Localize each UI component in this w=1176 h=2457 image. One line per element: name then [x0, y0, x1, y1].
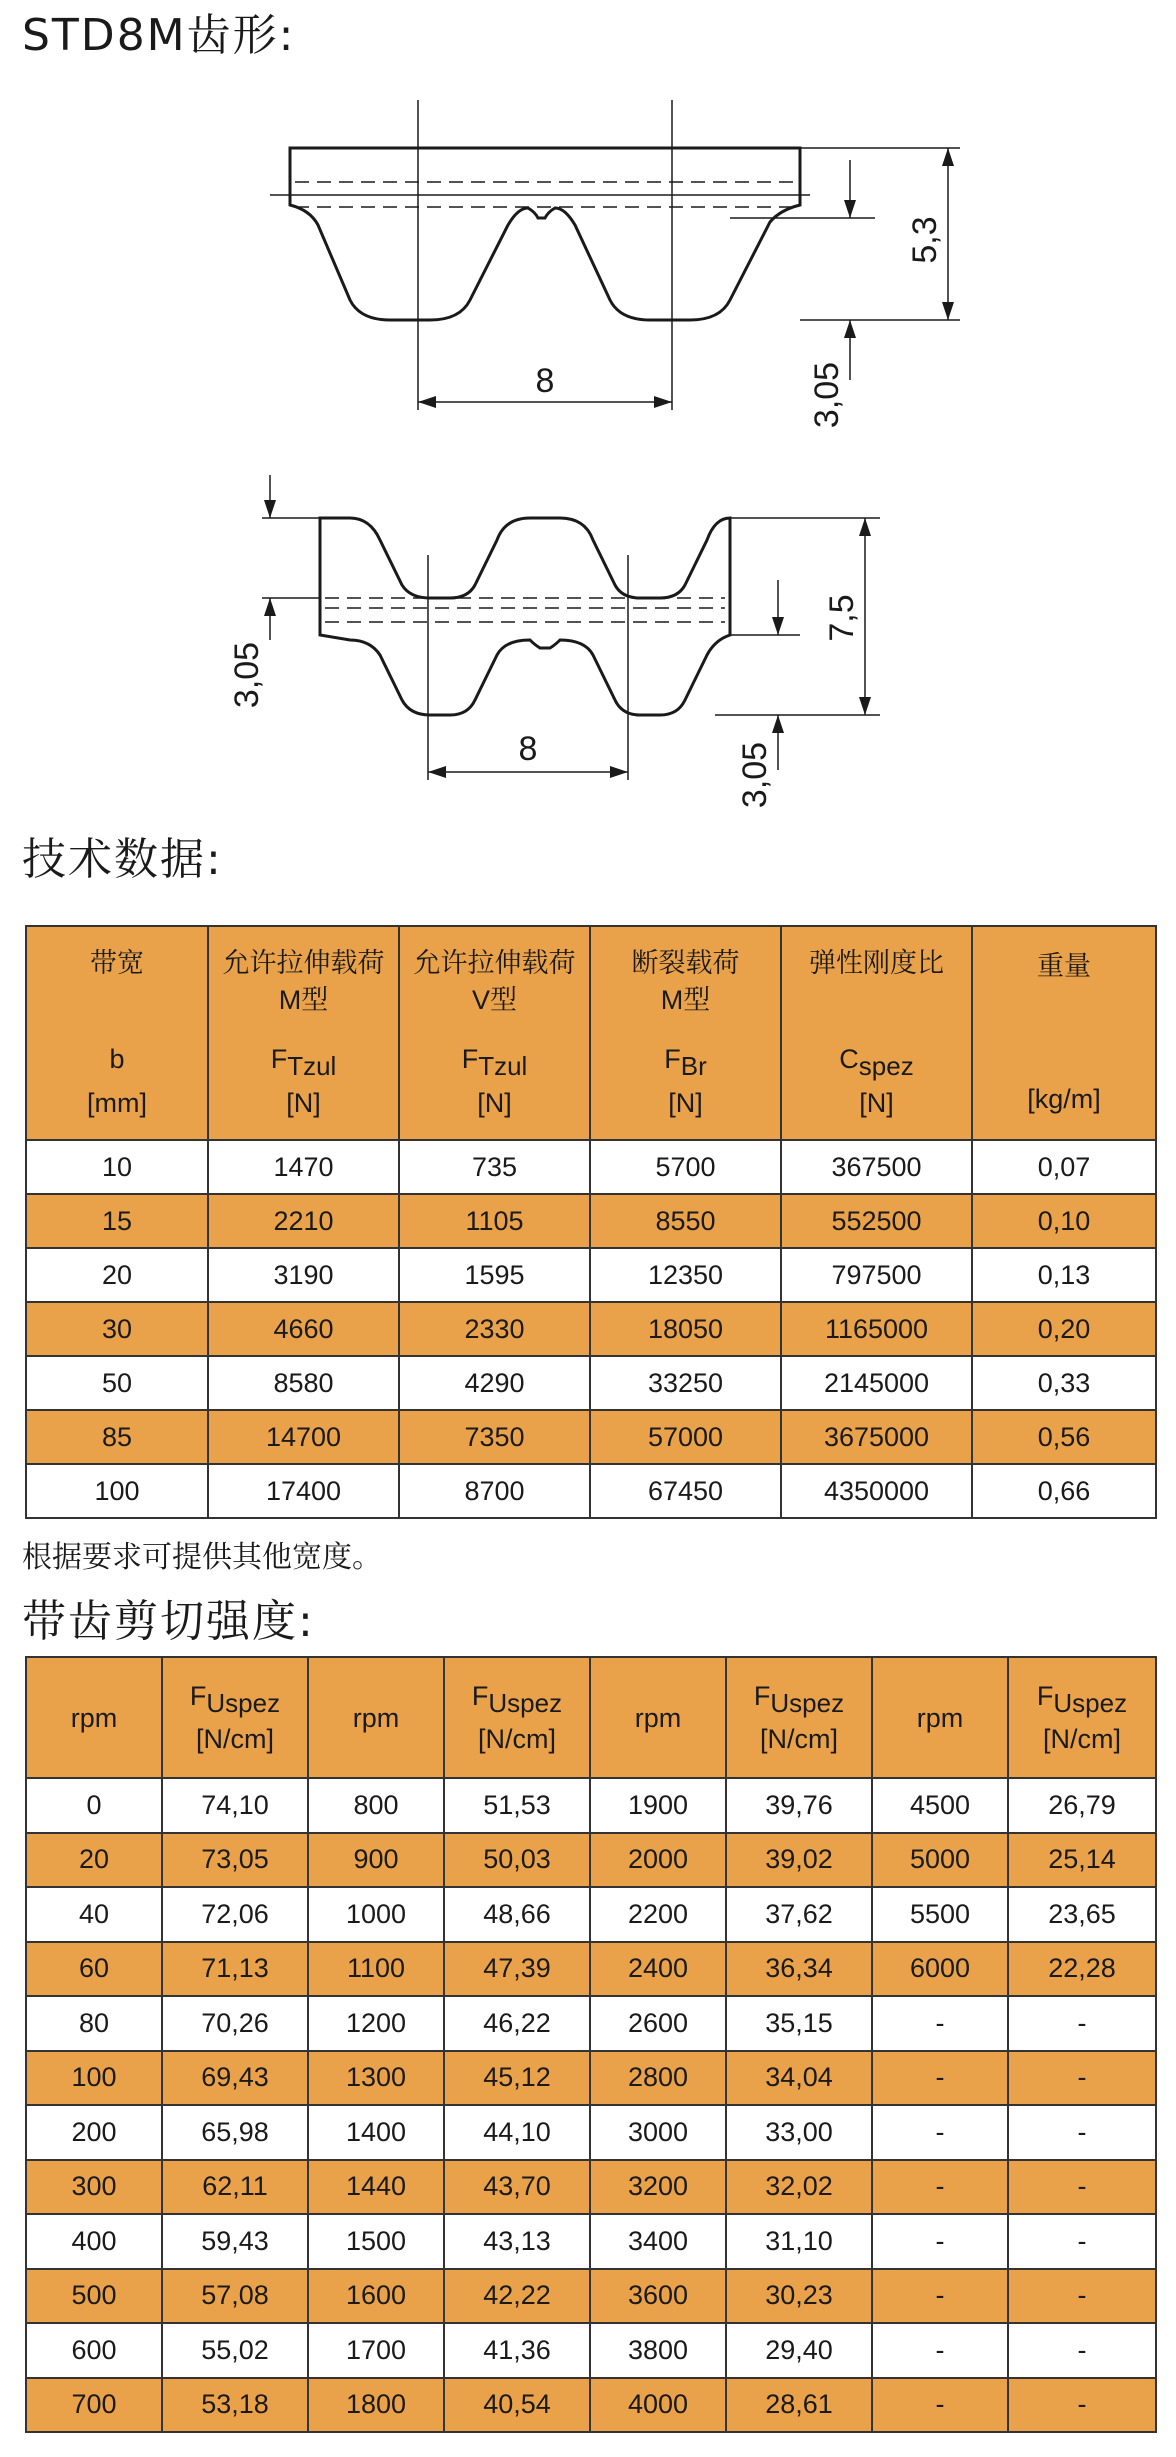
table-row — [26, 2160, 1156, 2215]
table-cell: 31,10 — [726, 2214, 872, 2269]
table-row — [26, 2269, 1156, 2324]
table-cell: 45,12 — [444, 2051, 590, 2106]
table-cell: 33250 — [590, 1356, 781, 1410]
shear-strength-table — [25, 1656, 1157, 2433]
table-cell: 36,34 — [726, 1942, 872, 1997]
table-cell: 2800 — [590, 2051, 726, 2106]
header-symbol-main: rpm — [916, 1702, 964, 1733]
table-cell: 1500 — [308, 2214, 444, 2269]
table-cell: - — [1008, 2051, 1156, 2106]
table-cell: 53,18 — [162, 2378, 308, 2433]
table-cell: - — [1008, 2160, 1156, 2215]
width-note: 根据要求可提供其他宽度。 — [22, 1540, 382, 1575]
table-cell: 200 — [26, 2105, 162, 2160]
table-cell: 600 — [26, 2323, 162, 2378]
table-cell: 5000 — [872, 1833, 1008, 1888]
table-cell: 800 — [308, 1778, 444, 1833]
header-label: 断裂载荷 — [631, 947, 740, 978]
shear-header-cell — [726, 1657, 872, 1778]
header-symbol — [782, 1041, 971, 1085]
tech-header-cell — [590, 926, 781, 1140]
table-cell: 8700 — [399, 1464, 590, 1518]
header-unit: [N] — [859, 1087, 894, 1118]
header-label: 弹性刚度比 — [809, 947, 944, 978]
header-spacer — [27, 1019, 207, 1041]
table-cell: 2200 — [590, 1887, 726, 1942]
table-cell: 50 — [26, 1356, 208, 1410]
table-cell: 20 — [26, 1248, 208, 1302]
shear-body — [26, 1778, 1156, 2432]
table-cell: 0,56 — [972, 1410, 1156, 1464]
table-cell: 35,15 — [726, 1996, 872, 2051]
table-row — [26, 1887, 1156, 1942]
tech-header-cell — [781, 926, 972, 1140]
table-cell: 500 — [26, 2269, 162, 2324]
table-row — [26, 2214, 1156, 2269]
table-cell: - — [872, 2323, 1008, 2378]
header-symbol-main: rpm — [352, 1702, 400, 1733]
table-cell: 1400 — [308, 2105, 444, 2160]
table-cell: 10 — [26, 1140, 208, 1194]
table-cell: 39,76 — [726, 1778, 872, 1833]
header-unit: [N] — [477, 1087, 512, 1118]
table-cell: 72,06 — [162, 1887, 308, 1942]
table-row — [26, 2105, 1156, 2160]
table-cell: 1200 — [308, 1996, 444, 2051]
header-symbol — [591, 1041, 780, 1085]
header-type — [27, 982, 207, 1019]
header-symbol-main: F — [189, 1681, 207, 1711]
table-row — [26, 1194, 1156, 1248]
table-cell: - — [1008, 2105, 1156, 2160]
header-symbol — [400, 1041, 589, 1085]
table-cell: 62,11 — [162, 2160, 308, 2215]
shear-header-cell — [590, 1657, 726, 1778]
shear-header-cell — [872, 1657, 1008, 1778]
table-cell: 40 — [26, 1887, 162, 1942]
table-row — [26, 1778, 1156, 1833]
table-cell: 1000 — [308, 1887, 444, 1942]
table-cell: 20 — [26, 1833, 162, 1888]
header-spacer — [591, 1019, 780, 1041]
table-cell: 735 — [399, 1140, 590, 1194]
table-cell: 55,02 — [162, 2323, 308, 2378]
shear-header-cell — [308, 1657, 444, 1778]
table-cell: 2000 — [590, 1833, 726, 1888]
table-cell: - — [1008, 2269, 1156, 2324]
table-cell: 57,08 — [162, 2269, 308, 2324]
header-unit: [N/cm] — [478, 1724, 556, 1754]
tech-data-title: 技术数据: — [22, 834, 223, 885]
table-cell: 3190 — [208, 1248, 399, 1302]
table-cell: 34,04 — [726, 2051, 872, 2106]
table-cell: 74,10 — [162, 1778, 308, 1833]
table-cell: 3200 — [590, 2160, 726, 2215]
table-cell: - — [1008, 1996, 1156, 2051]
shear-header-row — [26, 1657, 1156, 1778]
profile-diagram-single — [0, 90, 1176, 470]
header-unit: [mm] — [87, 1087, 147, 1118]
table-cell: 3800 — [590, 2323, 726, 2378]
shear-header-cell — [162, 1657, 308, 1778]
profile-title: STD8M齿形: — [22, 10, 296, 61]
header-symbol — [727, 1678, 871, 1721]
header-symbol-sub: Uspez — [770, 1688, 845, 1718]
header-spacer — [782, 1019, 971, 1041]
table-cell: 797500 — [781, 1248, 972, 1302]
table-cell: 43,13 — [444, 2214, 590, 2269]
table-cell: 1595 — [399, 1248, 590, 1302]
table-cell: - — [872, 2269, 1008, 2324]
header-symbol — [873, 1700, 1007, 1736]
header-symbol-sub: Uspez — [1053, 1688, 1128, 1718]
table-cell: 3400 — [590, 2214, 726, 2269]
header-symbol-main: F — [461, 1043, 479, 1074]
header-type — [973, 985, 1155, 1022]
header-symbol-main: F — [270, 1043, 288, 1074]
table-cell: 1300 — [308, 2051, 444, 2106]
table-cell: 80 — [26, 1996, 162, 2051]
table-row — [26, 1140, 1156, 1194]
table-cell: 0,66 — [972, 1464, 1156, 1518]
tech-header-cell — [399, 926, 590, 1140]
table-row — [26, 1248, 1156, 1302]
table-cell: 73,05 — [162, 1833, 308, 1888]
table-cell: 37,62 — [726, 1887, 872, 1942]
table-cell: 47,39 — [444, 1942, 590, 1997]
shear-header-cell — [26, 1657, 162, 1778]
table-row — [26, 1996, 1156, 2051]
table-cell: 12350 — [590, 1248, 781, 1302]
header-label: 重量 — [1037, 951, 1091, 981]
shear-strength-title: 带齿剪切强度: — [22, 1596, 315, 1647]
shear-header-cell — [444, 1657, 590, 1778]
table-cell: 7350 — [399, 1410, 590, 1464]
table-cell: 1800 — [308, 2378, 444, 2433]
d1-pitch-label: 8 — [535, 362, 555, 400]
table-cell: 17400 — [208, 1464, 399, 1518]
table-cell: 0,13 — [972, 1248, 1156, 1302]
table-cell: 48,66 — [444, 1887, 590, 1942]
table-row — [26, 1302, 1156, 1356]
tech-data-table — [25, 925, 1157, 1519]
table-cell: 4660 — [208, 1302, 399, 1356]
header-symbol-sub: Uspez — [488, 1688, 563, 1718]
table-cell: 2145000 — [781, 1356, 972, 1410]
table-cell: 0,20 — [972, 1302, 1156, 1356]
header-symbol-sub: Uspez — [206, 1688, 281, 1718]
header-symbol — [1009, 1678, 1155, 1721]
header-symbol — [445, 1678, 589, 1721]
header-unit: [N/cm] — [760, 1724, 838, 1754]
table-cell: - — [1008, 2214, 1156, 2269]
table-cell: 50,03 — [444, 1833, 590, 1888]
table-cell: 1105 — [399, 1194, 590, 1248]
table-row — [26, 1410, 1156, 1464]
table-cell: 30,23 — [726, 2269, 872, 2324]
table-cell: 0,33 — [972, 1356, 1156, 1410]
header-symbol — [209, 1041, 398, 1085]
table-cell: 0,07 — [972, 1140, 1156, 1194]
table-cell: 46,22 — [444, 1996, 590, 2051]
table-cell: 60 — [26, 1942, 162, 1997]
tech-body — [26, 1140, 1156, 1518]
table-cell: 3600 — [590, 2269, 726, 2324]
header-symbol-main: rpm — [634, 1702, 682, 1733]
header-spacer — [973, 1022, 1155, 1044]
table-cell: - — [872, 2214, 1008, 2269]
d2-tooth-left-label: 3,05 — [228, 641, 266, 709]
table-cell: 29,40 — [726, 2323, 872, 2378]
table-row — [26, 1942, 1156, 1997]
table-cell: 4290 — [399, 1356, 590, 1410]
table-cell: 8550 — [590, 1194, 781, 1248]
table-cell: 100 — [26, 1464, 208, 1518]
table-cell: - — [872, 1996, 1008, 2051]
header-symbol-sub: spez — [858, 1050, 914, 1081]
table-cell: 300 — [26, 2160, 162, 2215]
table-row — [26, 1833, 1156, 1888]
header-symbol — [27, 1041, 207, 1085]
table-cell: - — [872, 2051, 1008, 2106]
table-cell: 40,54 — [444, 2378, 590, 2433]
table-cell: 400 — [26, 2214, 162, 2269]
table-cell: 85 — [26, 1410, 208, 1464]
table-cell: 2330 — [399, 1302, 590, 1356]
tech-header-row — [26, 926, 1156, 1140]
header-symbol — [163, 1678, 307, 1721]
header-symbol-main: F — [471, 1681, 489, 1711]
d2-tooth-right-label: 3,05 — [736, 741, 774, 809]
header-label: 允许拉伸载荷 — [413, 947, 576, 978]
table-cell: 30 — [26, 1302, 208, 1356]
header-type: V型 — [471, 984, 517, 1015]
table-cell: 71,13 — [162, 1942, 308, 1997]
d1-height-label: 5,3 — [906, 216, 944, 264]
table-cell: 6000 — [872, 1942, 1008, 1997]
table-cell: 100 — [26, 2051, 162, 2106]
table-cell: 18050 — [590, 1302, 781, 1356]
profile-diagram-double — [0, 460, 1176, 830]
table-cell: 14700 — [208, 1410, 399, 1464]
header-symbol-main: b — [109, 1043, 125, 1074]
header-symbol — [591, 1700, 725, 1736]
header-type — [782, 982, 971, 1019]
table-cell: 26,79 — [1008, 1778, 1156, 1833]
table-cell: - — [872, 2160, 1008, 2215]
header-type: M型 — [660, 984, 711, 1015]
table-cell: 1440 — [308, 2160, 444, 2215]
table-cell: 700 — [26, 2378, 162, 2433]
header-symbol — [973, 1044, 1155, 1081]
header-symbol-sub: Br — [680, 1050, 707, 1081]
header-label: 允许拉伸载荷 — [222, 947, 385, 978]
header-symbol-main: F — [1036, 1681, 1054, 1711]
table-cell: 69,43 — [162, 2051, 308, 2106]
table-cell: - — [872, 2105, 1008, 2160]
table-cell: 57000 — [590, 1410, 781, 1464]
table-row — [26, 1356, 1156, 1410]
header-symbol-sub: Tzul — [478, 1050, 528, 1081]
table-cell: 552500 — [781, 1194, 972, 1248]
header-unit: [N] — [668, 1087, 703, 1118]
table-cell: 4350000 — [781, 1464, 972, 1518]
table-cell: 32,02 — [726, 2160, 872, 2215]
table-cell: 23,65 — [1008, 1887, 1156, 1942]
tech-header-cell — [26, 926, 208, 1140]
table-cell: 41,36 — [444, 2323, 590, 2378]
header-symbol — [27, 1700, 161, 1736]
table-cell: 42,22 — [444, 2269, 590, 2324]
table-cell: 43,70 — [444, 2160, 590, 2215]
table-cell: 22,28 — [1008, 1942, 1156, 1997]
table-row — [26, 2378, 1156, 2433]
header-symbol — [309, 1700, 443, 1736]
table-cell: 1165000 — [781, 1302, 972, 1356]
tech-header-cell — [972, 926, 1156, 1140]
table-cell: 2400 — [590, 1942, 726, 1997]
table-cell: - — [872, 2378, 1008, 2433]
table-cell: 0,10 — [972, 1194, 1156, 1248]
table-cell: 4500 — [872, 1778, 1008, 1833]
table-cell: 2600 — [590, 1996, 726, 2051]
header-symbol-main: C — [839, 1043, 859, 1074]
table-cell: - — [1008, 2323, 1156, 2378]
table-cell: 1470 — [208, 1140, 399, 1194]
table-cell: 1100 — [308, 1942, 444, 1997]
table-cell: 44,10 — [444, 2105, 590, 2160]
table-row — [26, 2051, 1156, 2106]
table-cell: 0 — [26, 1778, 162, 1833]
table-cell: 28,61 — [726, 2378, 872, 2433]
table-cell: 67450 — [590, 1464, 781, 1518]
header-symbol-main: F — [664, 1043, 681, 1074]
table-cell: 70,26 — [162, 1996, 308, 2051]
header-spacer — [400, 1019, 589, 1041]
header-symbol-sub: Tzul — [287, 1050, 337, 1081]
header-unit: [N/cm] — [1043, 1724, 1121, 1754]
table-cell: 1700 — [308, 2323, 444, 2378]
d2-pitch-label: 8 — [518, 730, 538, 768]
table-row — [26, 1464, 1156, 1518]
table-cell: 3675000 — [781, 1410, 972, 1464]
header-unit: [kg/m] — [1027, 1084, 1101, 1114]
table-row — [26, 2323, 1156, 2378]
table-cell: 3000 — [590, 2105, 726, 2160]
table-cell: 367500 — [781, 1140, 972, 1194]
header-unit: [N/cm] — [196, 1724, 274, 1754]
tech-header-cell — [208, 926, 399, 1140]
d2-height-label: 7,5 — [823, 594, 861, 642]
table-cell: 15 — [26, 1194, 208, 1248]
shear-header-cell — [1008, 1657, 1156, 1778]
table-cell: 65,98 — [162, 2105, 308, 2160]
table-cell: 2210 — [208, 1194, 399, 1248]
header-symbol-main: rpm — [70, 1702, 118, 1733]
d1-tooth-label: 3,05 — [808, 361, 846, 429]
table-cell: 5500 — [872, 1887, 1008, 1942]
table-cell: 39,02 — [726, 1833, 872, 1888]
table-cell: 5700 — [590, 1140, 781, 1194]
header-spacer — [209, 1019, 398, 1041]
table-cell: 33,00 — [726, 2105, 872, 2160]
table-cell: 25,14 — [1008, 1833, 1156, 1888]
table-cell: 1600 — [308, 2269, 444, 2324]
table-cell: 8580 — [208, 1356, 399, 1410]
table-cell: 1900 — [590, 1778, 726, 1833]
table-cell: 51,53 — [444, 1778, 590, 1833]
header-symbol-main: F — [753, 1681, 771, 1711]
header-unit: [N] — [286, 1087, 321, 1118]
table-cell: 59,43 — [162, 2214, 308, 2269]
table-cell: 900 — [308, 1833, 444, 1888]
header-label: 带宽 — [90, 947, 144, 978]
table-cell: - — [1008, 2378, 1156, 2433]
header-type: M型 — [278, 984, 329, 1015]
table-cell: 4000 — [590, 2378, 726, 2433]
